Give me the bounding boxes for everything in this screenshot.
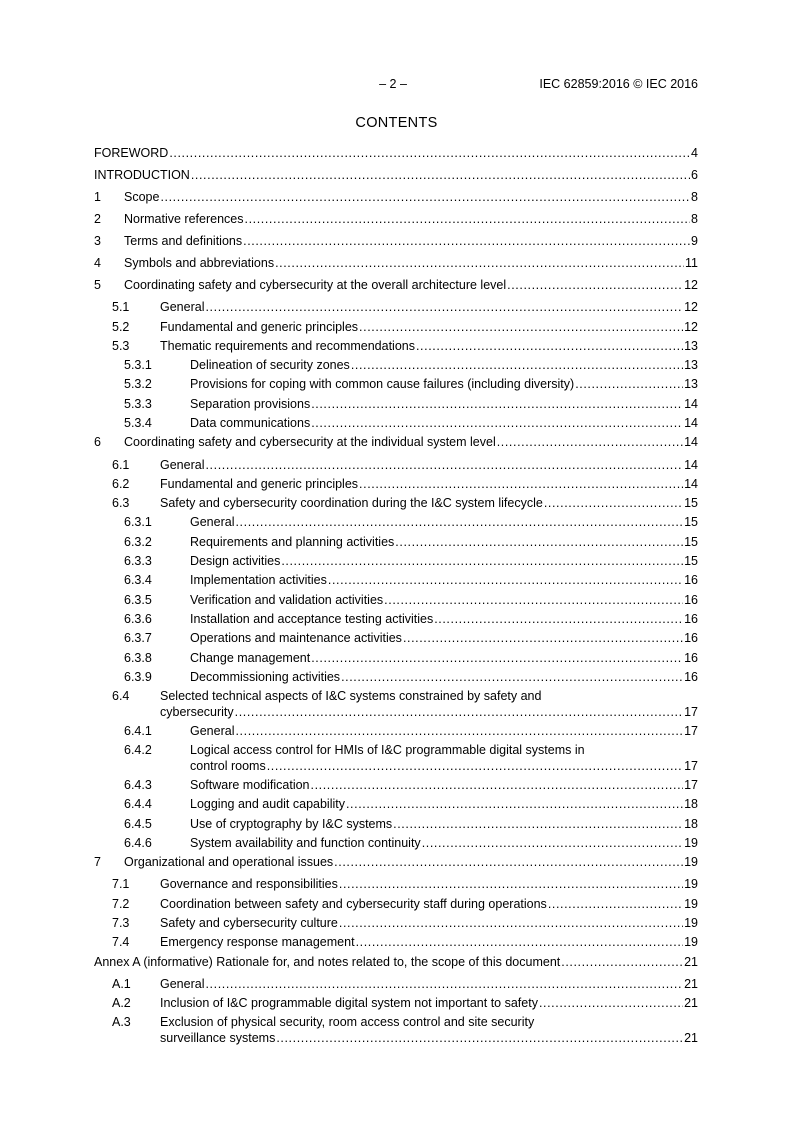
toc-entry-label: General [190,515,235,529]
dot-leader [243,233,690,249]
toc-entry-label: Data communications [190,416,311,430]
toc-entry-label: Provisions for coping with common cause failures (including diversity) [190,377,575,391]
dot-leader [393,816,683,832]
dot-leader [160,189,690,205]
dot-leader [434,611,683,627]
toc-entry-label: Governance and responsibilities [160,877,338,891]
toc-entry-page: 12 [684,300,698,314]
dot-leader [281,553,683,569]
toc-entry-page: 17 [684,724,698,738]
toc-entry-page: 17 [684,759,698,773]
toc-entry-number: 5 [94,278,101,292]
dot-leader [341,669,683,685]
dot-leader [384,592,683,608]
dot-leader [205,457,683,473]
dot-leader [561,954,683,970]
toc-entry-number: 7.2 [112,897,130,911]
toc-entry-number: 5.3 [112,339,130,353]
toc-entry-number: 6.3 [112,496,130,510]
toc-entry-number: 6.3.6 [124,612,152,626]
toc-entry-label: General [160,977,205,991]
toc-entry-page: 9 [691,234,698,248]
toc-entry-number: 6.3.4 [124,573,152,587]
dot-leader [575,376,683,392]
toc-entry-page: 8 [691,212,698,226]
dot-leader [311,415,683,431]
toc-entry-number: 5.3.3 [124,397,152,411]
dot-leader [267,758,683,774]
toc-entry-number: A.2 [112,996,131,1010]
toc-entry-label: Safety and cybersecurity coordination during the I&C system lifecycle [160,496,543,510]
toc-entry-number: 6.3.2 [124,535,152,549]
toc-entry-label: System availability and function continuity [190,836,421,850]
toc-entry-label: Inclusion of I&C programmable digital system not important to safety [160,996,538,1010]
toc-entry-page: 17 [684,778,698,792]
toc-entry-number: 6.2 [112,477,130,491]
toc-entry-label: Change management [190,651,311,665]
toc-entry-page: 13 [684,358,698,372]
dot-leader [276,1030,683,1046]
toc-entry-label: Separation provisions [190,397,311,411]
toc-entry-page: 21 [684,977,698,991]
dot-leader [351,357,683,373]
toc-entry-number: 7.3 [112,916,130,930]
toc-entry-number: 6.1 [112,458,130,472]
standard-reference: IEC 62859:2016 © IEC 2016 [539,77,698,91]
toc-entry-label: Selected technical aspects of I&C systems constrained by safety and [160,689,542,703]
toc-entry-number: 6.3.7 [124,631,152,645]
toc-entry-number: 1 [94,190,101,204]
dot-leader [422,835,683,851]
toc-entry-number: 6.3.1 [124,515,152,529]
toc-entry-page: 6 [691,168,698,182]
dot-leader [311,396,683,412]
toc-entry-page: 21 [684,1031,698,1045]
toc-entry-label: Annex A (informative) Rationale for, and notes related to, the scope of this document [94,955,561,969]
dot-leader [235,723,683,739]
toc-entry-label: Installation and acceptance testing activities [190,612,434,626]
toc-entry-page: 21 [684,955,698,969]
toc-entry-page: 17 [684,705,698,719]
toc-entry-page: 16 [684,593,698,607]
toc-entry-label: Fundamental and generic principles [160,320,359,334]
toc-entry-page: 14 [684,416,698,430]
toc-entry-page: 14 [684,477,698,491]
toc-entry-label: Emergency response management [160,935,355,949]
toc-entry-page: 11 [685,256,698,270]
toc-entry-page: 15 [684,496,698,510]
toc-entry-label: Coordinating safety and cybersecurity at the individual system level [124,435,496,449]
toc-entry-label: Logical access control for HMIs of I&C programmable digital systems in [190,743,585,757]
toc-entry-page: 13 [684,377,698,391]
toc-entry-number: 3 [94,234,101,248]
toc-entry-label-continued: control rooms [190,759,266,773]
toc-entry-page: 19 [684,855,698,869]
dot-leader [245,211,691,227]
dot-leader [544,495,683,511]
toc-entry-label: General [190,724,235,738]
dot-leader [275,255,684,271]
toc-entry-number: 4 [94,256,101,270]
toc-entry-number: 6.4.3 [124,778,152,792]
toc-entry-number: 7.4 [112,935,130,949]
toc-entry-label: Exclusion of physical security, room access control and site security [160,1015,535,1029]
toc-entry-page: 18 [684,797,698,811]
dot-leader [395,534,683,550]
dot-leader [507,277,683,293]
dot-leader [311,650,683,666]
toc-entry-label: Delineation of security zones [190,358,350,372]
toc-entry-page: 12 [684,320,698,334]
toc-entry-label: Design activities [190,554,281,568]
toc-entry-label: Logging and audit capability [190,797,345,811]
toc-entry-page: 19 [684,897,698,911]
dot-leader [359,476,683,492]
toc-entry-number: 6.3.8 [124,651,152,665]
toc-entry-number: 6.4 [112,689,130,703]
toc-entry-label: Terms and definitions [124,234,243,248]
toc-entry-label: Normative references [124,212,244,226]
toc-entry-number: 7.1 [112,877,130,891]
toc-entry-number: 6.3.5 [124,593,152,607]
toc-entry-page: 19 [684,935,698,949]
toc-entry-label: Coordination between safety and cybersecurity staff during operations [160,897,547,911]
toc-entry-page: 4 [691,146,698,160]
dot-leader [339,915,683,931]
toc-entry-page: 16 [684,612,698,626]
toc-entry-page: 14 [684,435,698,449]
dot-leader [235,704,683,720]
toc-entry-number: 5.1 [112,300,130,314]
toc-entry-page: 8 [691,190,698,204]
dot-leader [497,434,683,450]
toc-entry-number: 6.3.3 [124,554,152,568]
toc-entry-label: Symbols and abbreviations [124,256,275,270]
toc-entry-label: Operations and maintenance activities [190,631,402,645]
dot-leader [205,299,683,315]
dot-leader [416,338,683,354]
toc-entry-page: 16 [684,651,698,665]
toc-entry-label-continued: surveillance systems [160,1031,276,1045]
toc-entry-label: Coordinating safety and cybersecurity at the overall architecture level [124,278,507,292]
toc-entry-label: Software modification [190,778,310,792]
toc-entry-number: 2 [94,212,101,226]
toc-entry-number: 5.2 [112,320,130,334]
dot-leader [356,934,684,950]
toc-entry-label-continued: cybersecurity [160,705,234,719]
toc-entry-page: 15 [684,535,698,549]
toc-entry-page: 19 [684,836,698,850]
dot-leader [346,796,683,812]
toc-entry-label: General [160,300,205,314]
toc-entry-label: Organizational and operational issues [124,855,334,869]
toc-entry-label: Use of cryptography by I&C systems [190,817,393,831]
toc-entry-page: 19 [684,877,698,891]
toc-entry-number: 5.3.2 [124,377,152,391]
toc-entry-page: 16 [684,573,698,587]
contents-title: CONTENTS [355,115,438,131]
toc-entry-page: 13 [684,339,698,353]
toc-entry-page: 18 [684,817,698,831]
toc-entry-page: 19 [684,916,698,930]
toc-entry-page: 14 [684,397,698,411]
toc-entry-label: Thematic requirements and recommendations [160,339,415,353]
dot-leader [339,876,683,892]
dot-leader [205,976,683,992]
dot-leader [169,145,690,161]
dot-leader [548,896,683,912]
toc-entry-label: Decommissioning activities [190,670,341,684]
toc-entry-number: 5.3.4 [124,416,152,430]
dot-leader [334,854,683,870]
dot-leader [328,572,683,588]
toc-entry-label: INTRODUCTION [94,168,190,182]
toc-entry-label: Requirements and planning activities [190,535,395,549]
toc-entry-label: Fundamental and generic principles [160,477,359,491]
toc-entry-page: 21 [684,996,698,1010]
toc-entry-label: Implementation activities [190,573,327,587]
dot-leader [235,514,683,530]
toc-entry-number: 6.3.9 [124,670,152,684]
toc-entry-number: 6.4.6 [124,836,152,850]
toc-entry-label: Verification and validation activities [190,593,384,607]
page-number: – 2 – [379,77,407,91]
dot-leader [539,995,683,1011]
toc-entry-label: Scope [124,190,160,204]
toc-entry-page: 15 [684,515,698,529]
toc-entry-number: 6.4.1 [124,724,152,738]
toc-entry-number: 6 [94,435,101,449]
toc-entry-page: 15 [684,554,698,568]
toc-entry-number: 6.4.4 [124,797,152,811]
toc-entry-label: FOREWORD [94,146,169,160]
toc-entry-page: 14 [684,458,698,472]
toc-entry-label: General [160,458,205,472]
toc-entry-number: 5.3.1 [124,358,152,372]
dot-leader [403,630,683,646]
toc-entry-number: A.3 [112,1015,131,1029]
toc-entry-number: 6.4.5 [124,817,152,831]
toc-entry-number: A.1 [112,977,131,991]
toc-entry-number: 6.4.2 [124,743,152,757]
dot-leader [311,777,684,793]
toc-entry-page: 16 [684,670,698,684]
toc-entry-page: 12 [684,278,698,292]
dot-leader [359,319,683,335]
toc-entry-page: 16 [684,631,698,645]
toc-entry-number: 7 [94,855,101,869]
toc-entry-label: Safety and cybersecurity culture [160,916,338,930]
dot-leader [191,167,690,183]
